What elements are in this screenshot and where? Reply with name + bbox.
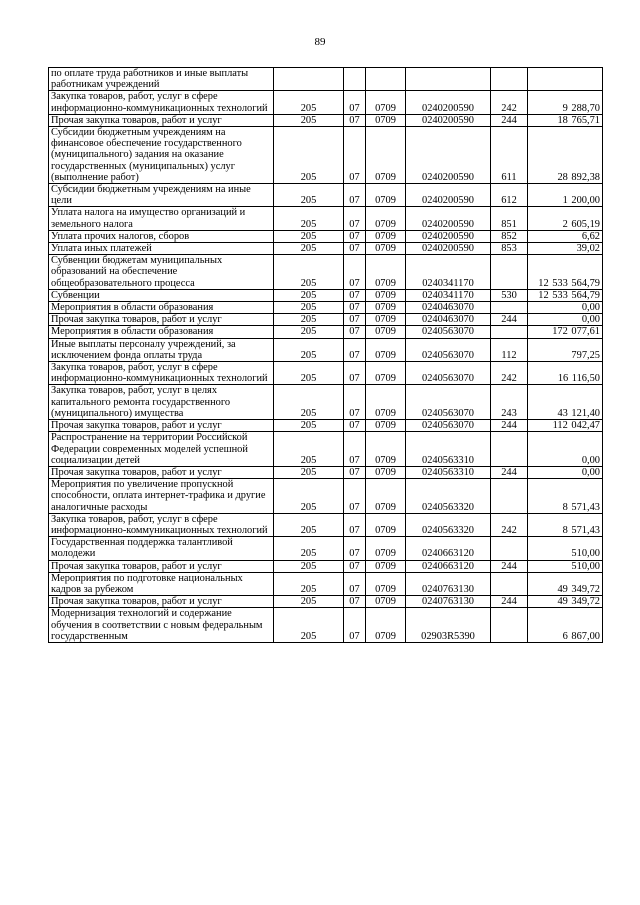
row-section: 07 xyxy=(344,289,366,301)
table-row xyxy=(49,385,603,420)
row-expense-type: 242 xyxy=(491,513,528,536)
row-expense-type: 243 xyxy=(491,385,528,420)
row-subsection: 0709 xyxy=(366,385,406,420)
row-section: 07 xyxy=(344,326,366,338)
table-row xyxy=(49,560,603,572)
row-code: 205 xyxy=(274,432,344,467)
row-section: 07 xyxy=(344,91,366,114)
row-expense-type: 244 xyxy=(491,466,528,478)
row-article: 0240200590 xyxy=(406,184,491,207)
budget-table xyxy=(48,67,603,643)
row-expense-type: 244 xyxy=(491,114,528,126)
row-name: Прочая закупка товаров, работ и услуг xyxy=(49,114,274,126)
row-article: 0240200590 xyxy=(406,207,491,230)
row-sum: 12 533 564,79 xyxy=(528,289,603,301)
row-code: 205 xyxy=(274,184,344,207)
table-row xyxy=(49,338,603,361)
row-expense-type xyxy=(491,68,528,91)
table-row xyxy=(49,572,603,595)
row-section: 07 xyxy=(344,385,366,420)
row-subsection: 0709 xyxy=(366,230,406,242)
row-code: 205 xyxy=(274,302,344,314)
row-expense-type xyxy=(491,302,528,314)
row-sum: 16 116,50 xyxy=(528,362,603,385)
row-section: 07 xyxy=(344,184,366,207)
row-name: Закупка товаров, работ, услуг в целях капитального ремонта государственного (муниципального) имущества xyxy=(49,385,274,420)
row-name: Мероприятия в области образования xyxy=(49,302,274,314)
row-name: Мероприятия по подготовке национальных кадров за рубежом xyxy=(49,572,274,595)
row-subsection: 0709 xyxy=(366,314,406,326)
row-name: Прочая закупка товаров, работ и услуг xyxy=(49,596,274,608)
row-section: 07 xyxy=(344,432,366,467)
table-row xyxy=(49,114,603,126)
row-sum: 8 571,43 xyxy=(528,513,603,536)
row-subsection: 0709 xyxy=(366,560,406,572)
row-code: 205 xyxy=(274,420,344,432)
row-expense-type: 851 xyxy=(491,207,528,230)
row-code: 205 xyxy=(274,114,344,126)
table-row xyxy=(49,68,603,91)
row-code: 205 xyxy=(274,243,344,255)
row-sum: 28 892,38 xyxy=(528,127,603,184)
row-code: 205 xyxy=(274,608,344,643)
row-name: Мероприятия в области образования xyxy=(49,326,274,338)
row-expense-type xyxy=(491,572,528,595)
row-article: 0240341170 xyxy=(406,289,491,301)
row-article: 0240463070 xyxy=(406,314,491,326)
row-sum: 49 349,72 xyxy=(528,572,603,595)
row-expense-type xyxy=(491,255,528,290)
row-code: 205 xyxy=(274,230,344,242)
row-subsection: 0709 xyxy=(366,302,406,314)
table-row xyxy=(49,289,603,301)
row-article: 0240663120 xyxy=(406,560,491,572)
row-code: 205 xyxy=(274,537,344,560)
row-name: Уплата иных платежей xyxy=(49,243,274,255)
row-code: 205 xyxy=(274,127,344,184)
table-row xyxy=(49,314,603,326)
row-article: 0240663120 xyxy=(406,537,491,560)
row-name: по оплате труда работников и иные выплаты работникам учреждений xyxy=(49,68,274,91)
row-article: 0240563070 xyxy=(406,326,491,338)
table-row xyxy=(49,207,603,230)
row-article: 0240563070 xyxy=(406,385,491,420)
row-expense-type: 530 xyxy=(491,289,528,301)
row-article: 0240200590 xyxy=(406,243,491,255)
row-name: Иные выплаты персоналу учреждений, за исключением фонда оплаты труда xyxy=(49,338,274,361)
row-subsection: 0709 xyxy=(366,338,406,361)
row-section: 07 xyxy=(344,314,366,326)
row-article: 0240200590 xyxy=(406,127,491,184)
row-sum: 49 349,72 xyxy=(528,596,603,608)
table-row xyxy=(49,127,603,184)
row-section: 07 xyxy=(344,302,366,314)
row-article: 0240563070 xyxy=(406,420,491,432)
row-article: 0240563320 xyxy=(406,479,491,514)
row-name: Распространение на территории Российской Федерации современных моделей успешной социализации детей xyxy=(49,432,274,467)
row-sum: 510,00 xyxy=(528,560,603,572)
row-expense-type xyxy=(491,479,528,514)
table-row xyxy=(49,608,603,643)
row-article: 0240563320 xyxy=(406,513,491,536)
row-name: Субвенции xyxy=(49,289,274,301)
row-article: 0240341170 xyxy=(406,255,491,290)
table-row xyxy=(49,466,603,478)
row-code: 205 xyxy=(274,362,344,385)
row-name: Закупка товаров, работ, услуг в сфере информационно-коммуникационных технологий xyxy=(49,362,274,385)
row-expense-type: 112 xyxy=(491,338,528,361)
row-subsection: 0709 xyxy=(366,326,406,338)
row-code: 205 xyxy=(274,466,344,478)
row-code: 205 xyxy=(274,338,344,361)
table-row xyxy=(49,91,603,114)
row-article: 0240763130 xyxy=(406,596,491,608)
row-article: 0240763130 xyxy=(406,572,491,595)
table-row xyxy=(49,243,603,255)
row-section: 07 xyxy=(344,127,366,184)
row-expense-type xyxy=(491,432,528,467)
row-name: Модернизация технологий и содержание обучения в соответствии с новым федеральным государственным xyxy=(49,608,274,643)
row-subsection: 0709 xyxy=(366,432,406,467)
row-sum: 6 867,00 xyxy=(528,608,603,643)
row-subsection: 0709 xyxy=(366,608,406,643)
row-section: 07 xyxy=(344,537,366,560)
row-section: 07 xyxy=(344,479,366,514)
row-subsection: 0709 xyxy=(366,255,406,290)
table-row xyxy=(49,326,603,338)
row-name: Закупка товаров, работ, услуг в сфере информационно-коммуникационных технологий xyxy=(49,513,274,536)
table-row xyxy=(49,513,603,536)
row-subsection: 0709 xyxy=(366,513,406,536)
table-row xyxy=(49,420,603,432)
row-article: 0240200590 xyxy=(406,230,491,242)
budget-table-body xyxy=(49,68,603,643)
row-section: 07 xyxy=(344,230,366,242)
row-name: Прочая закупка товаров, работ и услуг xyxy=(49,314,274,326)
row-section: 07 xyxy=(344,255,366,290)
row-article: 0240563070 xyxy=(406,362,491,385)
row-name: Государственная поддержка талантливой молодежи xyxy=(49,537,274,560)
row-name: Субвенции бюджетам муниципальных образований на обеспечение общеобразовательного процесса xyxy=(49,255,274,290)
row-name: Мероприятия по увеличение пропускной способности, оплата интернет-трафика и другие аналогичные расходы xyxy=(49,479,274,514)
row-sum: 43 121,40 xyxy=(528,385,603,420)
row-sum: 39,02 xyxy=(528,243,603,255)
row-name: Уплата налога на имущество организаций и земельного налога xyxy=(49,207,274,230)
table-row xyxy=(49,255,603,290)
row-code: 205 xyxy=(274,479,344,514)
row-code: 205 xyxy=(274,560,344,572)
row-code: 205 xyxy=(274,385,344,420)
row-name: Прочая закупка товаров, работ и услуг xyxy=(49,560,274,572)
row-subsection: 0709 xyxy=(366,289,406,301)
row-sum: 8 571,43 xyxy=(528,479,603,514)
row-name: Прочая закупка товаров, работ и услуг xyxy=(49,420,274,432)
row-subsection: 0709 xyxy=(366,466,406,478)
row-code: 205 xyxy=(274,326,344,338)
row-article: 0240200590 xyxy=(406,91,491,114)
row-sum: 18 765,71 xyxy=(528,114,603,126)
row-subsection: 0709 xyxy=(366,184,406,207)
row-code: 205 xyxy=(274,513,344,536)
row-code: 205 xyxy=(274,314,344,326)
row-sum: 1 200,00 xyxy=(528,184,603,207)
row-expense-type: 853 xyxy=(491,243,528,255)
row-sum: 0,00 xyxy=(528,314,603,326)
page-number: 89 xyxy=(314,36,326,48)
row-name: Субсидии бюджетным учреждениям на финансовое обеспечение государственного (муниципального) задания на оказание государственных (муниципальных) услуг (выполнение работ) xyxy=(49,127,274,184)
row-expense-type: 244 xyxy=(491,596,528,608)
row-subsection: 0709 xyxy=(366,207,406,230)
row-subsection: 0709 xyxy=(366,420,406,432)
table-row xyxy=(49,537,603,560)
row-sum: 12 533 564,79 xyxy=(528,255,603,290)
row-sum: 6,62 xyxy=(528,230,603,242)
row-expense-type: 244 xyxy=(491,560,528,572)
row-article: 0240563310 xyxy=(406,432,491,467)
row-subsection: 0709 xyxy=(366,127,406,184)
row-section: 07 xyxy=(344,243,366,255)
row-expense-type xyxy=(491,537,528,560)
row-section: 07 xyxy=(344,207,366,230)
row-expense-type: 611 xyxy=(491,127,528,184)
row-sum: 0,00 xyxy=(528,466,603,478)
row-code: 205 xyxy=(274,596,344,608)
row-code: 205 xyxy=(274,255,344,290)
row-subsection: 0709 xyxy=(366,114,406,126)
row-subsection: 0709 xyxy=(366,243,406,255)
row-expense-type: 244 xyxy=(491,314,528,326)
row-sum xyxy=(528,68,603,91)
row-code: 205 xyxy=(274,207,344,230)
row-sum: 2 605,19 xyxy=(528,207,603,230)
row-section: 07 xyxy=(344,596,366,608)
row-section: 07 xyxy=(344,362,366,385)
row-code: 205 xyxy=(274,572,344,595)
row-article xyxy=(406,68,491,91)
row-subsection: 0709 xyxy=(366,479,406,514)
row-sum: 510,00 xyxy=(528,537,603,560)
row-expense-type: 244 xyxy=(491,420,528,432)
row-sum: 112 042,47 xyxy=(528,420,603,432)
row-section: 07 xyxy=(344,114,366,126)
row-code: 205 xyxy=(274,289,344,301)
row-expense-type xyxy=(491,608,528,643)
row-expense-type: 242 xyxy=(491,362,528,385)
row-sum: 0,00 xyxy=(528,432,603,467)
row-article: 0240563310 xyxy=(406,466,491,478)
row-expense-type: 242 xyxy=(491,91,528,114)
row-section: 07 xyxy=(344,560,366,572)
row-sum: 0,00 xyxy=(528,302,603,314)
table-row xyxy=(49,302,603,314)
row-code: 205 xyxy=(274,91,344,114)
row-subsection: 0709 xyxy=(366,537,406,560)
row-section xyxy=(344,68,366,91)
row-expense-type xyxy=(491,326,528,338)
row-section: 07 xyxy=(344,608,366,643)
table-row xyxy=(49,230,603,242)
row-section: 07 xyxy=(344,338,366,361)
row-article: 02903R5390 xyxy=(406,608,491,643)
row-name: Закупка товаров, работ, услуг в сфере информационно-коммуникационных технологий xyxy=(49,91,274,114)
row-subsection: 0709 xyxy=(366,91,406,114)
row-section: 07 xyxy=(344,572,366,595)
table-row xyxy=(49,596,603,608)
row-subsection: 0709 xyxy=(366,362,406,385)
table-row xyxy=(49,184,603,207)
row-expense-type: 852 xyxy=(491,230,528,242)
row-name: Субсидии бюджетным учреждениям на иные цели xyxy=(49,184,274,207)
row-article: 0240200590 xyxy=(406,114,491,126)
row-subsection: 0709 xyxy=(366,596,406,608)
row-section: 07 xyxy=(344,420,366,432)
row-article: 0240563070 xyxy=(406,338,491,361)
row-name: Прочая закупка товаров, работ и услуг xyxy=(49,466,274,478)
row-article: 0240463070 xyxy=(406,302,491,314)
table-row xyxy=(49,432,603,467)
row-section: 07 xyxy=(344,513,366,536)
row-name: Уплата прочих налогов, сборов xyxy=(49,230,274,242)
row-subsection: 0709 xyxy=(366,572,406,595)
row-sum: 172 077,61 xyxy=(528,326,603,338)
table-row xyxy=(49,479,603,514)
row-section: 07 xyxy=(344,466,366,478)
row-subsection xyxy=(366,68,406,91)
table-row xyxy=(49,362,603,385)
row-code xyxy=(274,68,344,91)
row-sum: 797,25 xyxy=(528,338,603,361)
row-sum: 9 288,70 xyxy=(528,91,603,114)
row-expense-type: 612 xyxy=(491,184,528,207)
